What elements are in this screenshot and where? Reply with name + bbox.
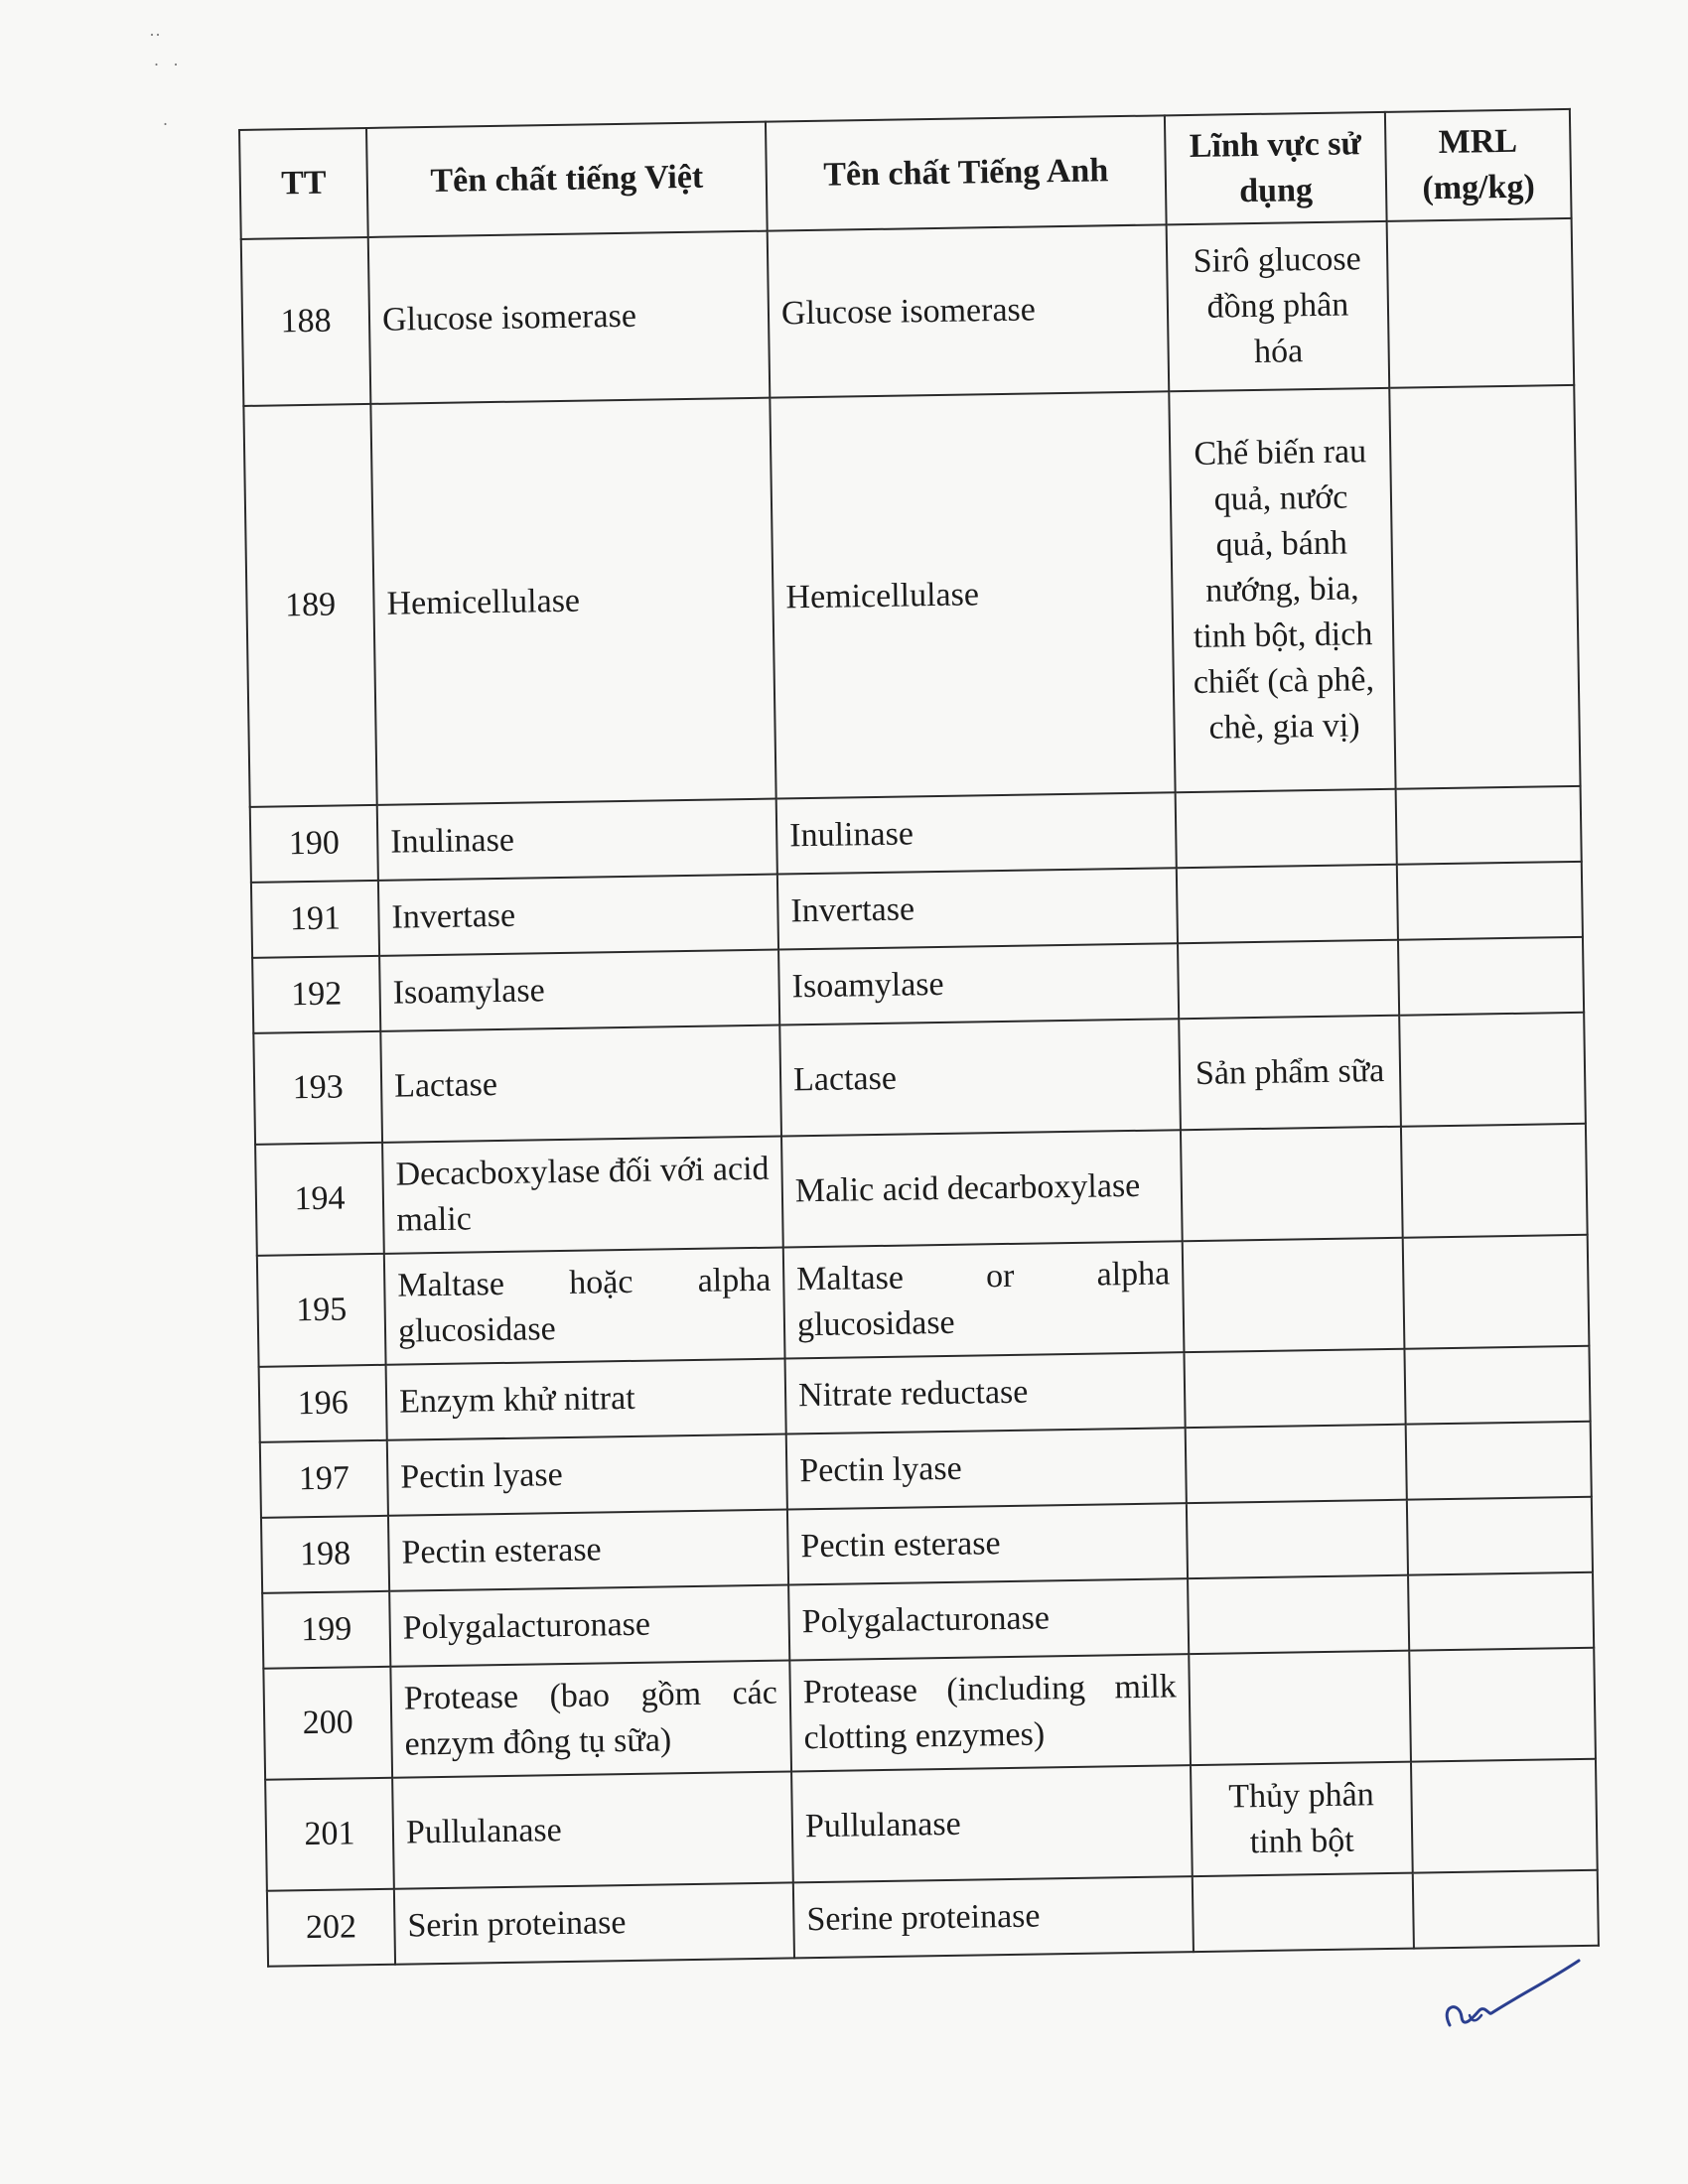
field-of-use-cell bbox=[1178, 940, 1399, 1019]
mrl-cell bbox=[1399, 1013, 1586, 1127]
english-name-cell: Serine proteinase bbox=[793, 1876, 1194, 1958]
mrl-cell bbox=[1396, 786, 1582, 865]
vietnamese-name-cell: Hemicellulase bbox=[370, 398, 775, 805]
table-row bbox=[241, 218, 1574, 406]
english-name-cell: Pectin lyase bbox=[786, 1428, 1187, 1509]
mrl-cell bbox=[1397, 862, 1583, 940]
field-of-use-cell bbox=[1189, 1651, 1411, 1765]
mrl-cell bbox=[1409, 1648, 1596, 1762]
english-name-cell: Protease (including milk clotting enzymes) bbox=[789, 1654, 1191, 1771]
field-of-use-cell bbox=[1183, 1238, 1405, 1352]
row-number: 197 bbox=[260, 1440, 388, 1518]
english-name-cell: Invertase bbox=[777, 868, 1178, 949]
scan-specks: ·· · · · bbox=[149, 25, 179, 134]
field-of-use-cell: Sirô glucose đồng phân hóa bbox=[1167, 221, 1390, 391]
field-of-use-cell bbox=[1184, 1349, 1405, 1428]
english-name-cell: Inulinase bbox=[776, 792, 1177, 874]
mrl-cell bbox=[1398, 937, 1584, 1016]
vietnamese-name-cell: Glucose isomerase bbox=[368, 231, 771, 404]
table-row bbox=[263, 1648, 1596, 1780]
field-of-use-cell: Thủy phân tinh bột bbox=[1191, 1762, 1413, 1876]
vietnamese-name-cell: Maltase hoặc alpha glucosidase bbox=[384, 1248, 785, 1365]
table-row bbox=[255, 1124, 1588, 1256]
row-number: 194 bbox=[255, 1143, 384, 1256]
signature-mark bbox=[1430, 1956, 1589, 2045]
row-number: 189 bbox=[243, 404, 376, 807]
english-name-cell: Polygalacturonase bbox=[788, 1578, 1189, 1660]
row-number: 192 bbox=[252, 956, 380, 1033]
mrl-cell bbox=[1411, 1759, 1598, 1873]
enzyme-table bbox=[238, 108, 1600, 1968]
table-row bbox=[243, 385, 1580, 807]
row-number: 196 bbox=[259, 1365, 387, 1442]
table-row bbox=[257, 1235, 1590, 1367]
mrl-cell bbox=[1401, 1124, 1588, 1238]
vietnamese-name-cell: Enzym khử nitrat bbox=[386, 1359, 786, 1440]
mrl-cell bbox=[1407, 1497, 1593, 1575]
field-of-use-cell bbox=[1193, 1873, 1414, 1952]
mrl-cell bbox=[1408, 1572, 1594, 1651]
header-vietnamese-name: Tên chất tiếng Việt bbox=[366, 122, 768, 237]
english-name-cell: Pullulanase bbox=[791, 1765, 1193, 1882]
english-name-cell: Malic acid decarboxylase bbox=[781, 1130, 1183, 1247]
table-header-row bbox=[239, 109, 1572, 239]
field-of-use-cell: Chế biến rau quả, nước quả, bánh nướng, bia, tinh bột, dịch chiết (cà phê, chè, gia vị) bbox=[1169, 388, 1395, 792]
english-name-cell: Glucose isomerase bbox=[768, 224, 1170, 397]
vietnamese-name-cell: Pullulanase bbox=[392, 1771, 793, 1888]
english-name-cell: Nitrate reductase bbox=[785, 1352, 1186, 1433]
row-number: 195 bbox=[257, 1254, 386, 1367]
english-name-cell: Isoamylase bbox=[778, 943, 1179, 1024]
field-of-use-cell bbox=[1177, 865, 1398, 943]
mrl-cell bbox=[1404, 1346, 1590, 1425]
row-number: 201 bbox=[265, 1778, 394, 1891]
row-number: 190 bbox=[250, 805, 378, 883]
row-number: 193 bbox=[253, 1031, 382, 1145]
mrl-cell bbox=[1389, 385, 1580, 789]
header-mrl: MRL (mg/kg) bbox=[1385, 109, 1572, 221]
row-number: 198 bbox=[261, 1516, 389, 1593]
vietnamese-name-cell: Protease (bao gồm các enzym đông tụ sữa) bbox=[390, 1660, 791, 1777]
table-row bbox=[253, 1013, 1586, 1145]
header-field-of-use: Lĩnh vực sử dụng bbox=[1165, 112, 1387, 224]
mrl-cell bbox=[1413, 1870, 1599, 1949]
vietnamese-name-cell: Polygalacturonase bbox=[389, 1584, 789, 1666]
english-name-cell: Hemicellulase bbox=[770, 391, 1175, 798]
field-of-use-cell bbox=[1186, 1425, 1407, 1503]
row-number: 188 bbox=[241, 237, 371, 406]
english-name-cell: Maltase or alpha glucosidase bbox=[783, 1241, 1185, 1358]
row-number: 191 bbox=[251, 881, 379, 958]
row-number: 202 bbox=[267, 1889, 395, 1967]
mrl-cell bbox=[1406, 1422, 1592, 1500]
english-name-cell: Lactase bbox=[779, 1019, 1181, 1136]
field-of-use-cell bbox=[1187, 1500, 1408, 1578]
vietnamese-name-cell: Pectin esterase bbox=[388, 1509, 788, 1590]
field-of-use-cell bbox=[1188, 1575, 1409, 1654]
field-of-use-cell bbox=[1176, 789, 1397, 868]
vietnamese-name-cell: Inulinase bbox=[377, 799, 777, 881]
mrl-cell bbox=[1387, 218, 1575, 388]
field-of-use-cell: Sản phẩm sữa bbox=[1179, 1016, 1401, 1130]
vietnamese-name-cell: Decacboxylase đối với acid malic bbox=[382, 1137, 783, 1254]
vietnamese-name-cell: Serin proteinase bbox=[394, 1882, 794, 1964]
mrl-cell bbox=[1403, 1235, 1590, 1349]
vietnamese-name-cell: Isoamylase bbox=[379, 950, 779, 1031]
header-english-name: Tên chất Tiếng Anh bbox=[766, 115, 1167, 230]
table-row bbox=[265, 1759, 1598, 1891]
row-number: 200 bbox=[263, 1667, 392, 1780]
header-tt: TT bbox=[239, 128, 368, 239]
vietnamese-name-cell: Lactase bbox=[380, 1025, 781, 1143]
row-number: 199 bbox=[262, 1591, 390, 1669]
english-name-cell: Pectin esterase bbox=[787, 1503, 1188, 1584]
field-of-use-cell bbox=[1181, 1127, 1403, 1241]
vietnamese-name-cell: Invertase bbox=[378, 875, 778, 956]
vietnamese-name-cell: Pectin lyase bbox=[387, 1433, 787, 1515]
